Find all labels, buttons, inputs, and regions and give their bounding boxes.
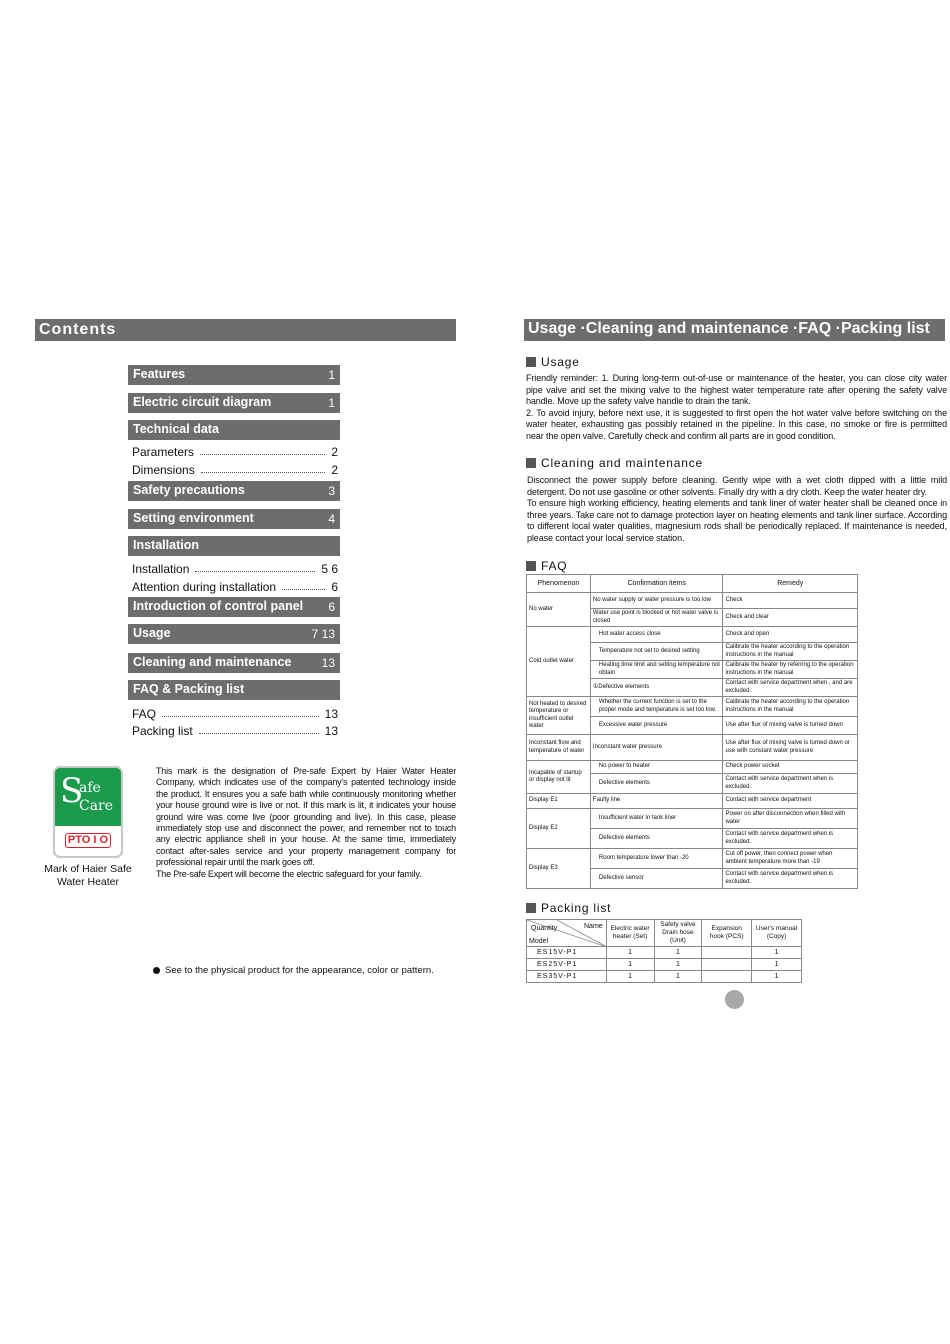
column-header: Safety valve Drain hose (Unit) bbox=[654, 920, 702, 947]
remedy-cell: Cut off power, then connect power when ambient temperature more than -19 bbox=[723, 849, 858, 869]
table-header-row bbox=[527, 920, 802, 947]
toc-features bbox=[128, 365, 340, 385]
table-header-row bbox=[527, 575, 858, 593]
column-header: Expansion hook (PCS) bbox=[702, 920, 752, 947]
remedy-cell: Contact with service department when is excluded. bbox=[723, 774, 858, 794]
remedy-cell: Check power socket bbox=[723, 761, 858, 774]
phenomenon-cell: Display E2 bbox=[527, 809, 591, 849]
heading-text: Cleaning and maintenance bbox=[541, 456, 703, 470]
heading-text: FAQ bbox=[541, 559, 568, 573]
square-bullet-icon bbox=[526, 458, 536, 468]
toc-leader bbox=[162, 716, 319, 717]
item-cell: Defective elements bbox=[590, 829, 723, 849]
table-row bbox=[527, 761, 858, 774]
table-row bbox=[527, 971, 802, 983]
column-header: User's manual (Copy) bbox=[752, 920, 802, 947]
toc-installation bbox=[132, 560, 338, 576]
logo-word-care: Care bbox=[79, 798, 114, 814]
toc-page: 1 bbox=[328, 396, 335, 410]
toc-label: Usage bbox=[133, 626, 171, 640]
usage-title: Usage ·Cleaning and maintenance ·FAQ ·Packing list bbox=[524, 319, 945, 341]
remedy-cell: Use after flux of mixing valve is turned down or use with constant water pressure bbox=[723, 735, 858, 761]
qty-cell: 1 bbox=[654, 947, 702, 959]
remedy-cell: Calibrate the heater according to the operation instructions in the manual bbox=[723, 643, 858, 661]
column-header: Remedy bbox=[723, 575, 858, 593]
appearance-note bbox=[153, 965, 434, 976]
toc-circuit bbox=[128, 393, 340, 413]
qty-cell: 1 bbox=[606, 959, 654, 971]
remedy-cell: Calibrate the heater by referring to the operation instructions in the manual bbox=[723, 661, 858, 679]
item-cell: Insufficient water in tank liner bbox=[590, 809, 723, 829]
toc-page: 2 bbox=[331, 445, 338, 459]
toc-technical bbox=[128, 420, 340, 440]
item-cell: ①Defective elements bbox=[590, 679, 723, 697]
phenomenon-cell: Not heated to desired temperature or insufficient outlet water bbox=[527, 697, 591, 735]
phenomenon-cell: No water bbox=[527, 593, 591, 627]
page-number-marker bbox=[725, 990, 744, 1009]
usage-paragraph: 2. To avoid injury, before next use, it is suggested to first open the hot water valve before switching on the water heater, exhausting gas possibly retained in the pipeline. In this case, no smoke or fire is permitted near the open valve. Carefully check and confirm all parts are in good condition. bbox=[526, 407, 947, 441]
phenomenon-cell: Inconstant flow and temperature of water bbox=[527, 735, 591, 761]
qty-cell: 1 bbox=[752, 971, 802, 983]
square-bullet-icon bbox=[526, 903, 536, 913]
toc-label: Attention during installation bbox=[132, 580, 277, 594]
logo-word-safe: afe bbox=[79, 780, 101, 796]
contents-title: Contents bbox=[35, 319, 456, 341]
toc-label: Packing list bbox=[132, 724, 193, 738]
column-header: Confirmation items bbox=[590, 575, 723, 593]
usage-paragraph: Friendly reminder: 1. During long-term out-of-use or maintenance of the heater, you can close city water pipe valve and set the mixing valve to the highest water temperature rate after opening the safety valve handle. Move up the safety valve handle to drain the tank. bbox=[526, 373, 947, 407]
phenomenon-cell: Display E1 bbox=[527, 794, 591, 809]
toc-control bbox=[128, 597, 340, 617]
toc-label: Parameters bbox=[132, 445, 195, 459]
square-bullet-icon bbox=[526, 561, 536, 571]
toc-page: 7 13 bbox=[311, 627, 335, 641]
toc-installation-heading bbox=[128, 536, 340, 556]
toc-label: Installation bbox=[132, 562, 190, 576]
item-cell: Heating time limit and setting temperature not obtain bbox=[590, 661, 723, 679]
note-text: See to the physical product for the appearance, color or pattern. bbox=[165, 965, 434, 976]
table-row bbox=[527, 627, 858, 643]
remedy-cell: Contact with service department when is excluded. bbox=[723, 829, 858, 849]
table-row bbox=[527, 959, 802, 971]
item-cell: Faulty line bbox=[590, 794, 723, 809]
remedy-cell: Contact with service department bbox=[723, 794, 858, 809]
safe-care-logo bbox=[53, 766, 123, 858]
toc-label: Installation bbox=[133, 538, 199, 552]
remedy-cell: Power on after disconnection when filled with water bbox=[723, 809, 858, 829]
toc-label: Technical data bbox=[133, 422, 219, 436]
cleaning-paragraph: To ensure high working efficiency, heating elements and tank liner of water heater shall be cleaned once in three years. Take care not to damage protection layer on heating elements and tank liner surface. According to different local water qualities, magnesium rods shall be periodically replaced. If maintenance is needed, please contact your local service station. bbox=[527, 498, 947, 543]
table-row bbox=[527, 794, 858, 809]
mark-paragraph: This mark is the designation of Pre-safe Expert by Haier Water Heater Company, which indicates use of the company's patented technology inside the product. It ensures you a safe bath while continuously monitoring whether your house ground wire is live or not. If this mark is lit, it indicates your house ground wire was come live (poor grounding and live). In this case, please immediately stop use and disconnect the power, and remember not to touch any electric appliance shell in your house. At the same time, immediately contact after-sales service and your property management company for professional repair until the mark goes off. bbox=[156, 766, 456, 868]
remedy-cell: Contact with service department when , and are excluded. bbox=[723, 679, 858, 697]
faq-heading bbox=[526, 559, 567, 573]
toc-label: Introduction of control panel bbox=[133, 599, 304, 613]
toc-leader bbox=[199, 733, 319, 734]
column-header: Phenomenon bbox=[527, 575, 591, 593]
bullet-icon bbox=[153, 967, 160, 974]
toc-packing bbox=[132, 722, 338, 738]
corner-quantity: Quantity bbox=[531, 925, 558, 932]
item-cell: No power to heater bbox=[590, 761, 723, 774]
remedy-cell: Check bbox=[723, 593, 858, 609]
square-bullet-icon bbox=[526, 357, 536, 367]
toc-label: Safety precautions bbox=[133, 483, 245, 497]
table-row bbox=[527, 947, 802, 959]
cleaning-heading bbox=[526, 456, 703, 470]
logo-badge: PTO I O bbox=[65, 833, 111, 848]
toc-label: FAQ bbox=[132, 707, 157, 721]
remedy-cell: Contact with service department when is excluded. bbox=[723, 869, 858, 889]
toc-label: FAQ & Packing list bbox=[133, 682, 245, 696]
toc-label: Electric circuit diagram bbox=[133, 395, 272, 409]
toc-safety bbox=[128, 481, 340, 501]
toc-page: 13 bbox=[324, 724, 338, 738]
toc-leader bbox=[201, 472, 326, 473]
toc-page: 13 bbox=[321, 656, 335, 670]
logo-caption: Mark of Haier Safe Water Heater bbox=[44, 863, 132, 888]
table-row bbox=[527, 849, 858, 869]
item-cell: Hot water access close bbox=[590, 627, 723, 643]
toc-page: 13 bbox=[324, 707, 338, 721]
cleaning-paragraph: Disconnect the power supply before cleaning. Gently wipe with a wet cloth dipped with a little mild detergent. Do not use gasoline or other solvents. Finally dry with a dry cloth. Keep the water heater dry. bbox=[527, 475, 947, 497]
toc-faq bbox=[132, 705, 338, 721]
toc-label: Features bbox=[133, 367, 186, 381]
qty-cell: 1 bbox=[654, 959, 702, 971]
item-cell: Whether the current function is set to the proper mode and temperature is set too low. bbox=[590, 697, 723, 717]
toc-label: Dimensions bbox=[132, 463, 195, 477]
table-row bbox=[527, 697, 858, 717]
item-cell: Temperature not set to desired setting bbox=[590, 643, 723, 661]
toc-page: 5 6 bbox=[321, 562, 338, 576]
item-cell: Room temperature lower than -20 bbox=[590, 849, 723, 869]
toc-leader bbox=[200, 454, 325, 455]
qty-cell: 1 bbox=[752, 959, 802, 971]
corner-model: Model bbox=[529, 938, 549, 945]
toc-dimensions bbox=[132, 461, 338, 477]
model-cell: ES25V-P1 bbox=[527, 959, 607, 971]
toc-page: 6 bbox=[328, 600, 335, 614]
item-cell: Excessive water pressure bbox=[590, 717, 723, 735]
qty-cell bbox=[702, 959, 752, 971]
mark-paragraph: The Pre-safe Expert will become the electric safeguard for your family. bbox=[156, 868, 422, 879]
faq-table bbox=[526, 574, 858, 889]
toc-leader bbox=[195, 571, 315, 572]
remedy-cell: Calibrate the heater according to the operation instructions in the manual bbox=[723, 697, 858, 717]
toc-leader bbox=[282, 589, 325, 590]
toc-environment bbox=[128, 509, 340, 529]
phenomenon-cell: Display E3 bbox=[527, 849, 591, 889]
toc-attention bbox=[132, 578, 338, 594]
item-cell: Defective sensor bbox=[590, 869, 723, 889]
toc-page: 1 bbox=[328, 368, 335, 382]
toc-usage bbox=[128, 624, 340, 644]
heading-text: Packing list bbox=[541, 901, 612, 915]
corner-header-cell bbox=[527, 920, 607, 947]
qty-cell: 1 bbox=[752, 947, 802, 959]
cleaning-text bbox=[527, 475, 947, 545]
remedy-cell: Use after flux of mixing valve is turned down bbox=[723, 717, 858, 735]
qty-cell: 1 bbox=[606, 971, 654, 983]
table-row bbox=[527, 593, 858, 609]
column-header: Electric water heater (Set) bbox=[606, 920, 654, 947]
toc-page: 2 bbox=[331, 463, 338, 477]
remedy-cell: Check and open bbox=[723, 627, 858, 643]
qty-cell bbox=[702, 971, 752, 983]
toc-parameters bbox=[132, 443, 338, 459]
usage-heading bbox=[526, 355, 580, 369]
table-row bbox=[527, 809, 858, 829]
remedy-cell: Check and clear bbox=[723, 609, 858, 627]
qty-cell: 1 bbox=[606, 947, 654, 959]
toc-page: 6 bbox=[331, 580, 338, 594]
qty-cell bbox=[702, 947, 752, 959]
toc-faq-packing bbox=[128, 680, 340, 700]
item-cell: Defective elements bbox=[590, 774, 723, 794]
packing-table bbox=[526, 919, 802, 983]
table-row bbox=[527, 735, 858, 761]
logo-initial: S bbox=[60, 771, 84, 811]
model-cell: ES35V-P1 bbox=[527, 971, 607, 983]
toc-cleaning bbox=[128, 653, 340, 673]
toc-page: 4 bbox=[328, 512, 335, 526]
item-cell: Water use point is blocked or hot water valve is closed bbox=[590, 609, 723, 627]
toc-label: Setting environment bbox=[133, 511, 254, 525]
toc-page: 3 bbox=[328, 484, 335, 498]
safe-mark-description bbox=[156, 766, 456, 880]
heading-text: Usage bbox=[541, 355, 580, 369]
item-cell: Inconstant water pressure bbox=[590, 735, 723, 761]
toc-label: Cleaning and maintenance bbox=[133, 655, 292, 669]
item-cell: No water supply or water pressure is too low bbox=[590, 593, 723, 609]
model-cell: ES15V-P1 bbox=[527, 947, 607, 959]
phenomenon-cell: Incapable of startup or display not lit bbox=[527, 761, 591, 794]
phenomenon-cell: Cold outlet water bbox=[527, 627, 591, 697]
qty-cell: 1 bbox=[654, 971, 702, 983]
packing-heading bbox=[526, 901, 611, 915]
usage-text bbox=[526, 373, 947, 443]
corner-name: Name bbox=[584, 923, 603, 930]
